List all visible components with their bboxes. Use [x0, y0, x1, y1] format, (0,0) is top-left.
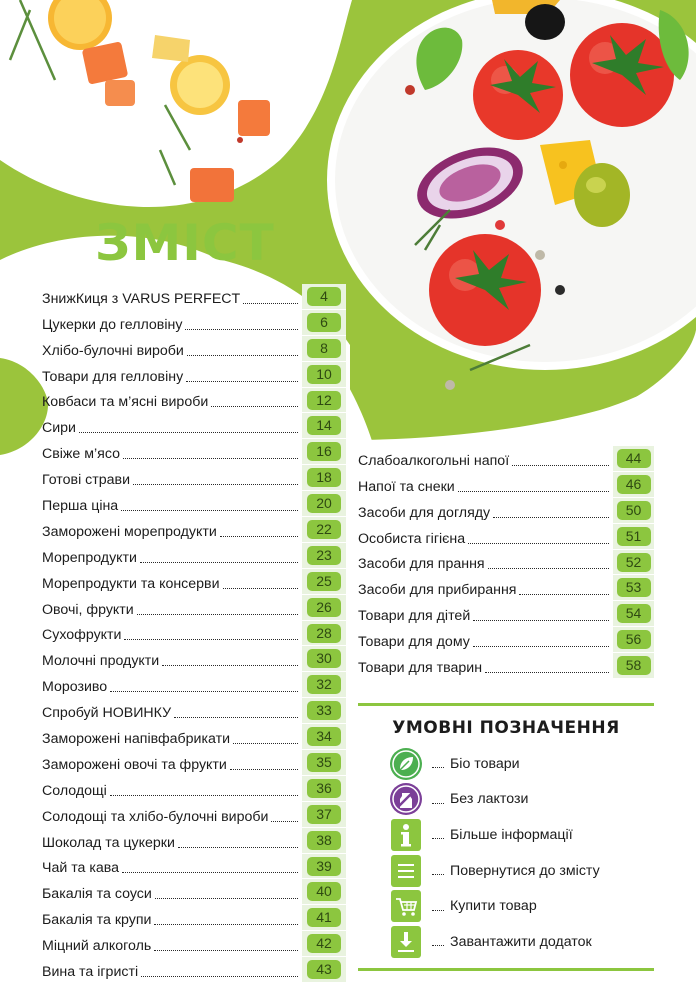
page-number-badge[interactable]: 4	[307, 287, 341, 306]
dot-leader	[185, 329, 298, 330]
dot-leader	[123, 458, 298, 459]
toc-label: Заморожені морепродукти	[42, 523, 217, 540]
toc-row[interactable]	[358, 524, 654, 550]
page-number-badge[interactable]: 54	[617, 604, 651, 623]
dot-leader	[187, 355, 298, 356]
page-number-badge[interactable]: 12	[307, 391, 341, 410]
toc-right-column	[358, 446, 654, 679]
page-number-badge[interactable]: 52	[617, 553, 651, 572]
toc-label: Солодощі та хлібо-булочні вироби	[42, 808, 269, 825]
toc-row[interactable]	[42, 905, 346, 931]
dot-leader	[122, 872, 298, 873]
toc-label: Готові страви	[42, 472, 131, 489]
toc-label: Засоби для прибирання	[358, 582, 517, 599]
toc-row[interactable]	[42, 517, 346, 543]
dot-leader	[432, 767, 444, 768]
toc-row[interactable]	[42, 854, 346, 880]
toc-label: Перша ціна	[42, 498, 119, 515]
dot-leader	[155, 898, 298, 899]
toc-row[interactable]	[42, 957, 346, 983]
page-number-badge[interactable]: 53	[617, 578, 651, 597]
legend-label: Більше інформації	[450, 826, 573, 843]
legend-title: УМОВНІ ПОЗНАЧЕННЯ	[392, 718, 620, 738]
toc-row[interactable]	[358, 446, 654, 472]
toc-label: Молочні продукти	[42, 653, 160, 670]
dot-leader	[79, 432, 298, 433]
legend-item-cart	[358, 888, 654, 924]
toc-row[interactable]	[42, 879, 346, 905]
toc-row[interactable]	[358, 601, 654, 627]
dot-leader	[512, 465, 609, 466]
page-number-badge[interactable]: 22	[307, 520, 341, 539]
page-number-badge[interactable]: 8	[307, 339, 341, 358]
page-number-badge[interactable]: 33	[307, 701, 341, 720]
dot-leader	[488, 568, 609, 569]
toc-label: Свіже м’ясо	[42, 446, 120, 463]
dot-leader	[141, 976, 298, 977]
page-number-badge[interactable]: 43	[307, 960, 341, 979]
dot-leader	[137, 614, 298, 615]
toc-label: Слабоалкогольні напої	[358, 452, 510, 469]
page-number-badge[interactable]: 44	[617, 449, 651, 468]
page-number-badge[interactable]: 30	[307, 649, 341, 668]
page-number-badge[interactable]: 46	[617, 475, 651, 494]
page-number-badge[interactable]: 41	[307, 908, 341, 927]
toc-row[interactable]	[42, 621, 346, 647]
page-number-badge[interactable]: 32	[307, 675, 341, 694]
dot-leader	[124, 639, 298, 640]
dot-leader	[485, 672, 609, 673]
legend-item-lactose-free	[358, 782, 654, 818]
toc-label: Заморожені овочі та фрукти	[42, 756, 227, 773]
page-number-badge[interactable]: 37	[307, 805, 341, 824]
toc-row[interactable]	[358, 550, 654, 576]
dot-leader	[186, 381, 298, 382]
toc-label: Сири	[42, 420, 76, 437]
toc-row[interactable]	[42, 724, 346, 750]
toc-label: Товари для дітей	[358, 608, 471, 625]
page-number-badge[interactable]: 51	[617, 527, 651, 546]
legend-panel	[358, 703, 654, 971]
page-number-badge[interactable]: 20	[307, 494, 341, 513]
dot-leader	[121, 510, 298, 511]
toc-label: Морепродукти	[42, 549, 137, 566]
page-number-badge[interactable]: 42	[307, 934, 341, 953]
toc-label: Товари для гелловіну	[42, 368, 184, 385]
toc-label: Ковбаси та м’ясні вироби	[42, 394, 209, 411]
toc-label: Сухофрукти	[42, 627, 122, 644]
dot-leader	[493, 517, 609, 518]
menu-icon[interactable]	[388, 854, 424, 888]
toc-label: Бакалія та соуси	[42, 886, 152, 903]
toc-label: Вина та ігристі	[42, 964, 139, 981]
dot-leader	[178, 847, 298, 848]
legend-divider	[358, 968, 654, 971]
page-number-badge[interactable]: 39	[307, 857, 341, 876]
toc-row[interactable]	[42, 646, 346, 672]
page-number-badge[interactable]: 18	[307, 468, 341, 487]
page-number-badge[interactable]: 6	[307, 313, 341, 332]
toc-left-column	[42, 284, 346, 983]
legend-label: Купити товар	[450, 898, 537, 915]
toc-row[interactable]	[42, 569, 346, 595]
toc-row[interactable]	[358, 653, 654, 679]
page-number-badge[interactable]: 10	[307, 365, 341, 384]
legend-item-bio	[358, 746, 654, 782]
toc-row[interactable]	[42, 491, 346, 517]
toc-row[interactable]	[358, 498, 654, 524]
toc-row[interactable]	[42, 931, 346, 957]
toc-row[interactable]	[42, 828, 346, 854]
dot-leader	[432, 910, 444, 911]
dot-leader	[110, 795, 298, 796]
toc-label: Бакалія та крупи	[42, 912, 152, 929]
dot-leader	[133, 484, 298, 485]
toc-row[interactable]	[42, 336, 346, 362]
dot-leader	[243, 303, 298, 304]
dot-leader	[162, 665, 298, 666]
dot-leader	[519, 594, 609, 595]
toc-label: Засоби для прання	[358, 556, 485, 573]
dot-leader	[140, 562, 298, 563]
dot-leader	[432, 803, 444, 804]
dot-leader	[473, 620, 609, 621]
toc-label: Шоколад та цукерки	[42, 834, 175, 851]
page-number-badge[interactable]: 23	[307, 546, 341, 565]
dot-leader	[432, 874, 444, 875]
toc-row[interactable]	[42, 465, 346, 491]
toc-label: Морепродукти та консерви	[42, 575, 220, 592]
page-number-badge[interactable]: 36	[307, 779, 341, 798]
lactose-free-icon[interactable]	[388, 782, 424, 816]
toc-row[interactable]	[42, 413, 346, 439]
toc-row[interactable]	[358, 575, 654, 601]
toc-row[interactable]	[42, 284, 346, 310]
toc-label: Цукерки до гелловіну	[42, 316, 183, 333]
dot-leader	[154, 924, 298, 925]
dot-leader	[230, 769, 298, 770]
toc-label: Овочі, фрукти	[42, 601, 134, 618]
dot-leader	[174, 717, 298, 718]
legend-label: Повернутися до змісту	[450, 862, 600, 879]
page-title: ЗМІСТ	[95, 214, 275, 272]
legend-divider	[358, 703, 654, 706]
legend-label: Без лактози	[450, 791, 529, 808]
toc-row[interactable]	[42, 776, 346, 802]
toc-label: Товари для дому	[358, 634, 470, 651]
page-number-badge[interactable]: 34	[307, 727, 341, 746]
legend-label: Біо товари	[450, 755, 520, 772]
toc-label: Напої та снеки	[358, 478, 455, 495]
legend-item-menu	[358, 853, 654, 889]
page-number-badge[interactable]: 38	[307, 831, 341, 850]
shopping-cart-icon[interactable]	[388, 889, 424, 923]
legend-label: Завантажити додаток	[450, 933, 592, 950]
toc-label: ЗнижКиця з VARUS PERFECT	[42, 290, 241, 307]
dot-leader	[154, 950, 298, 951]
toc-label: Хлібо-булочні вироби	[42, 342, 184, 359]
page-number-badge[interactable]: 40	[307, 882, 341, 901]
toc-row[interactable]	[42, 750, 346, 776]
legend-item-info	[358, 817, 654, 853]
toc-label: Міцний алкоголь	[42, 938, 152, 955]
page-number-badge[interactable]: 14	[307, 416, 341, 435]
toc-row[interactable]	[358, 472, 654, 498]
page-number-badge[interactable]: 26	[307, 598, 341, 617]
page-number-badge[interactable]: 35	[307, 753, 341, 772]
toc-row[interactable]	[42, 439, 346, 465]
dot-leader	[458, 491, 609, 492]
dot-leader	[432, 838, 444, 839]
dot-leader	[432, 945, 444, 946]
legend-item-download	[358, 924, 654, 960]
page-number-badge[interactable]: 50	[617, 501, 651, 520]
toc-label: Особиста гігієна	[358, 530, 466, 547]
bio-leaf-icon[interactable]	[388, 747, 424, 781]
toc-row[interactable]	[42, 388, 346, 414]
page-number-badge[interactable]: 58	[617, 656, 651, 675]
toc-row[interactable]	[42, 698, 346, 724]
page-number-badge[interactable]: 56	[617, 630, 651, 649]
dot-leader	[468, 543, 609, 544]
toc-label: Морозиво	[42, 679, 108, 696]
dot-leader	[110, 691, 298, 692]
download-icon[interactable]	[388, 925, 424, 959]
toc-label: Засоби для догляду	[358, 504, 491, 521]
toc-row[interactable]	[42, 595, 346, 621]
toc-row[interactable]	[42, 362, 346, 388]
dot-leader	[211, 406, 298, 407]
toc-row[interactable]	[42, 802, 346, 828]
toc-label: Чай та кава	[42, 860, 120, 877]
page-number-badge[interactable]: 28	[307, 624, 341, 643]
toc-row[interactable]	[42, 310, 346, 336]
toc-row[interactable]	[42, 672, 346, 698]
info-icon[interactable]	[388, 818, 424, 852]
toc-label: Спробуй НОВИНКУ	[42, 705, 172, 722]
dot-leader	[220, 536, 298, 537]
dot-leader	[223, 588, 298, 589]
toc-row[interactable]	[358, 627, 654, 653]
toc-label: Заморожені напівфабрикати	[42, 731, 230, 748]
toc-label: Солодощі	[42, 782, 107, 799]
dot-leader	[271, 821, 298, 822]
page-number-badge[interactable]: 25	[307, 572, 341, 591]
page-number-badge[interactable]: 16	[307, 442, 341, 461]
dot-leader	[233, 743, 298, 744]
toc-row[interactable]	[42, 543, 346, 569]
dot-leader	[473, 646, 609, 647]
toc-label: Товари для тварин	[358, 660, 483, 677]
